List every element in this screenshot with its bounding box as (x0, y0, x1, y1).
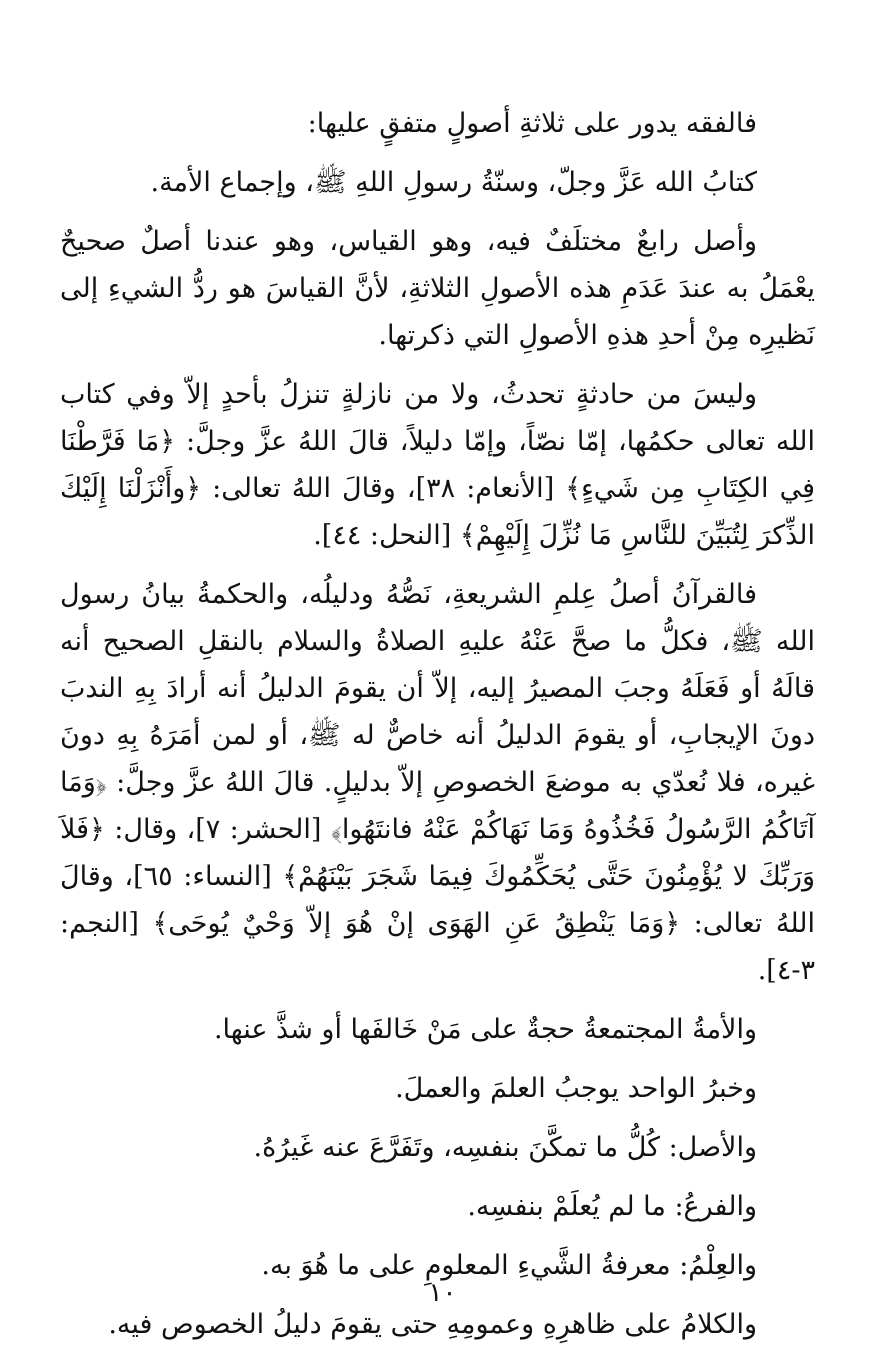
paragraph-three-sources: كتابُ الله عَزَّ وجلّ، وسنّةُ رسولِ اللهِ ﷺ، وإجماع الأمة. (150, 167, 757, 198)
page-number: ١٠ (428, 1278, 457, 1308)
paragraph-far-definition: والفرعُ: ما لم يُعلَمْ بنفسِه. (467, 1191, 757, 1222)
paragraph-intro: فالفقه يدور على ثلاثةِ أصولٍ متفقٍ عليها: (307, 108, 757, 139)
paragraph-kalam: والكلامُ على ظاهرِهِ وعمومِهِ حتى يقومَ دليلُ الخصوص فيه. (108, 1309, 757, 1340)
paragraph-rulings: وليسَ من حادثةٍ تحدثُ، ولا من نازلةٍ تنزلُ بأحدٍ إلاّ وفي كتاب الله تعالى حكمُها، إمّا نصّاً، وإمّا دليلاً، قالَ اللهُ عزَّ وجلَّ: ﴿مَا فَرَّطْنَا فِي الكِتَابِ مِن شَيءٍ﴾ [الأنعام: ٣٨]، وقالَ اللهُ تعالى: ﴿وأَنْزَلْنَا إِلَيْكَ الذِّكرَ لِتُبَيِّنَ للنَّاسِ مَا نُزِّلَ إِلَيْهِمْ﴾ [النحل: ٤٤]. (60, 379, 815, 551)
paragraph-ijma: والأمةُ المجتمعةُ حجةٌ على مَنْ خَالفَها أو شذَّ عنها. (213, 1014, 757, 1045)
page-body (60, 100, 815, 1360)
paragraph-ilm-definition: والعِلْمُ: معرفةُ الشَّيءِ المعلومِ على ما هُوَ به. (261, 1250, 757, 1281)
paragraph-khabar: وخبرُ الواحد يوجبُ العلمَ والعملَ. (395, 1073, 757, 1104)
paragraph-qiyas: وأصل رابعٌ مختلَفٌ فيه، وهو القياس، وهو عندنا أصلٌ صحيحٌ يعْمَلُ به عندَ عَدَمِ هذه الأصولِ الثلاثةِ، لأنَّ القياسَ هو ردُّ الشيءِ إلى نَظيرِه مِنْ أحدِ هذهِ الأصولِ التي ذكرتها. (60, 226, 815, 351)
paragraph-quran-sunnah: فالقرآنُ أصلُ عِلمِ الشريعةِ، نَصُّهُ ودليلُه، والحكمةُ بيانُ رسول الله ﷺ، فكلُّ ما صحَّ عَنْهُ عليهِ الصلاةُ والسلام بالنقلِ الصحيح أنه قالَهُ أو فَعَلَهُ وجبَ المصيرُ إليه، إلاّ أن يقومَ الدليلُ أنه أرادَ بِهِ الندبَ دونَ الإيجابِ، أو يقومَ الدليلُ أنه خاصٌّ له ﷺ، أو لمن أمَرَهُ بِهِ دونَ غيره، فلا نُعدّي به موضعَ الخصوصِ إلاّ بدليلٍ. قالَ اللهُ عزَّ وجلَّ: ﴿وَمَا آتَاكُمُ الرَّسُولُ فَخُذُوهُ وَمَا نَهَاكُمْ عَنْهُ فانتَهُوا﴾ [الحشر: ٧]، وقال: ﴿فَلاَ وَرَبِّكَ لا يُؤْمِنُونَ حَتَّى يُحَكِّمُوكَ فِيمَا شَجَرَ بَيْنَهُمْ﴾ [النساء: ٦٥]، وقالَ اللهُ تعالى: ﴿وَمَا يَنْطِقُ عَنِ الهَوَى إنْ هُوَ إلاّ وَحْيٌ يُوحَى﴾ [النجم: ٣-٤]. (60, 579, 816, 986)
paragraph-asl-definition: والأصل: كُلُّ ما تمكَّنَ بنفسِه، وتَفَرَّعَ عنه غَيرُهُ. (253, 1132, 757, 1163)
